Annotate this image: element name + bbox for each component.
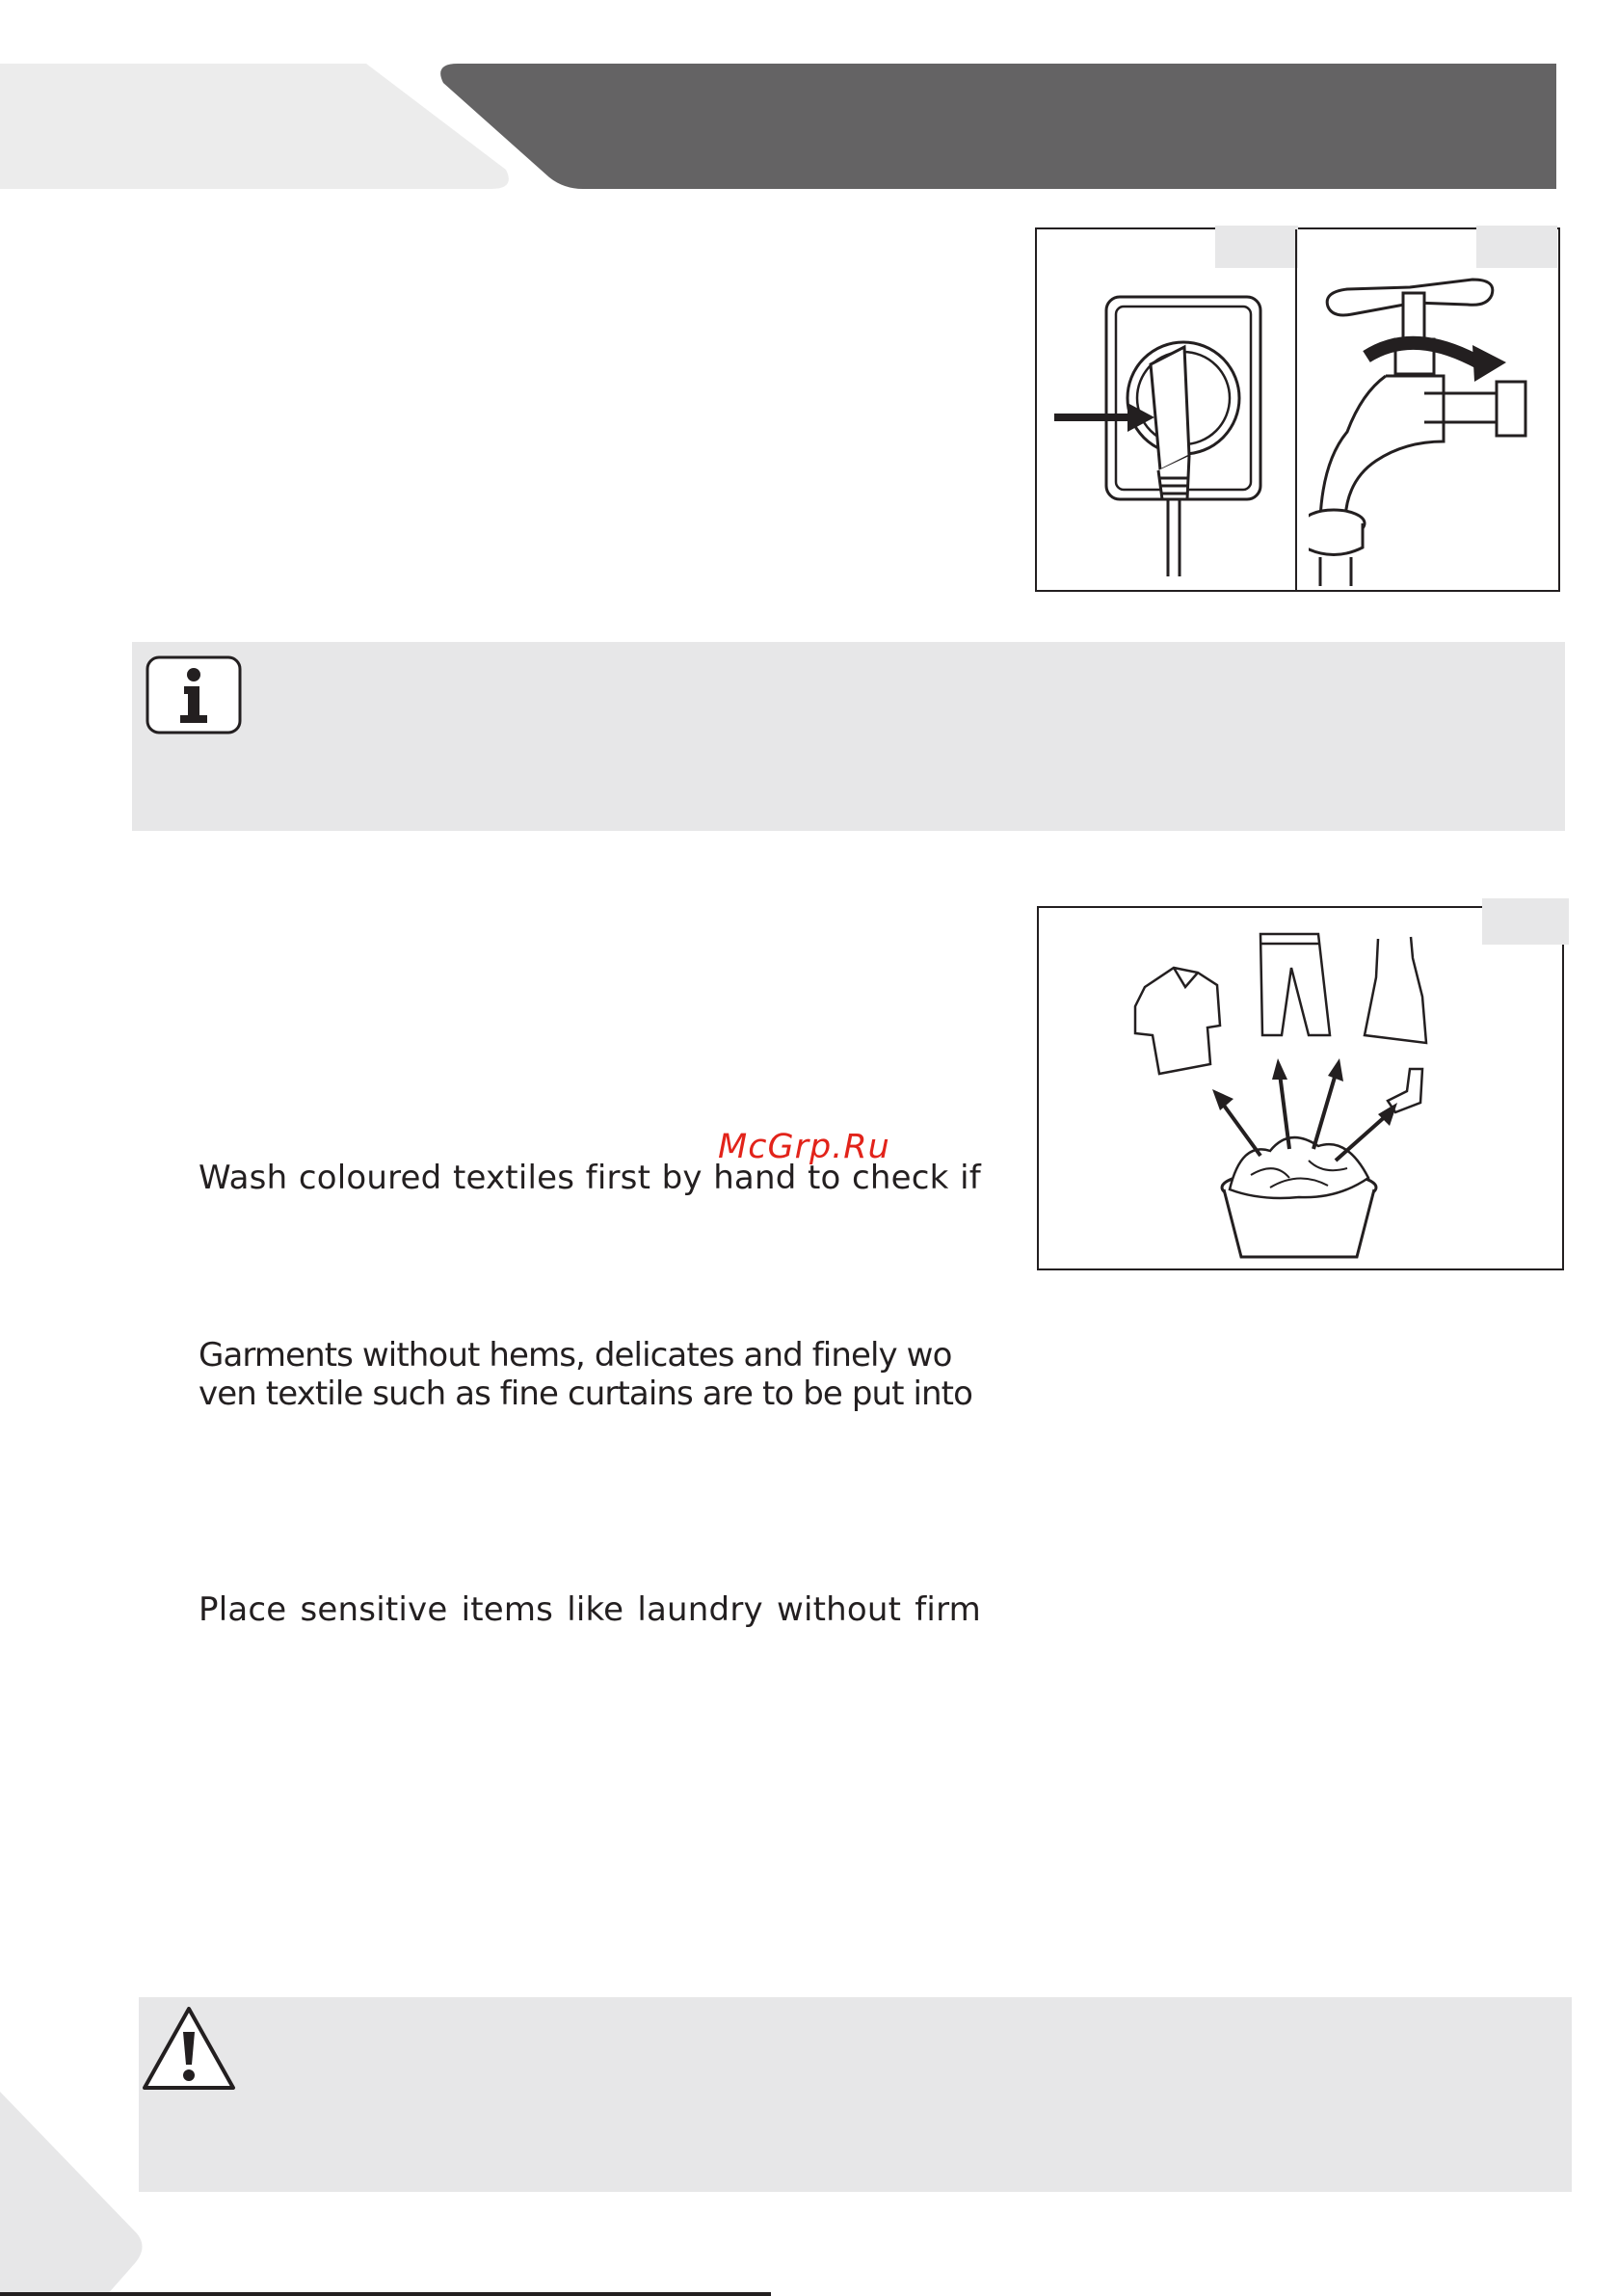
word: Wash	[199, 1159, 288, 1197]
paragraph-wash-coloured	[199, 1159, 981, 1197]
figure-plug-tap	[1035, 227, 1560, 592]
figure-laundry-sorting	[1037, 906, 1564, 1270]
word: first	[585, 1159, 651, 1197]
watermark: McGrp.Ru	[718, 1128, 890, 1166]
word: check	[852, 1159, 949, 1197]
word: firm	[915, 1590, 981, 1629]
figure-tag-left	[1215, 226, 1298, 268]
word: to	[808, 1159, 841, 1197]
word: items	[461, 1590, 554, 1629]
footer-rule	[0, 2292, 771, 2296]
figure-tag-laundry	[1482, 898, 1569, 945]
header-bar-dark	[438, 64, 1556, 189]
warning-note-box	[139, 1997, 1572, 2192]
word: without	[776, 1590, 902, 1629]
figure-tag-right	[1476, 226, 1557, 268]
word: coloured	[298, 1159, 442, 1197]
word: if	[960, 1159, 981, 1197]
page-corner-decoration	[0, 2092, 154, 2296]
paragraph-garments-line-2: ven textile such as fine curtains are to be put into	[199, 1375, 973, 1413]
paragraph-garments-line-1: Garments without hems, delicates and finely wo	[199, 1336, 952, 1375]
word: Place	[199, 1590, 287, 1629]
info-icon	[146, 655, 242, 734]
word: laundry	[637, 1590, 763, 1629]
word: like	[567, 1590, 624, 1629]
word: sensitive	[300, 1590, 448, 1629]
paragraph-sensitive-items	[199, 1590, 981, 1629]
word: by	[661, 1159, 703, 1197]
warning-icon	[141, 2005, 237, 2094]
info-note-box	[132, 642, 1565, 831]
word: hand	[713, 1159, 797, 1197]
laundry-sorting-icon	[1116, 929, 1492, 1267]
power-plug-icon	[1054, 287, 1276, 576]
word: textiles	[452, 1159, 575, 1197]
water-tap-icon	[1309, 268, 1559, 586]
figure-divider	[1295, 229, 1297, 590]
